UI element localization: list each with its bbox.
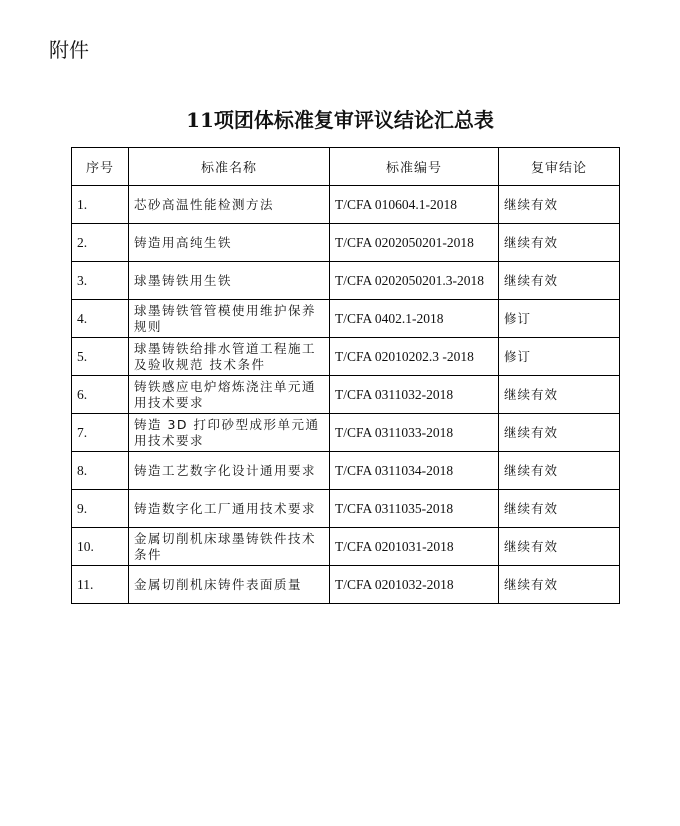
row-standard-code: T/CFA 0311034-2018 — [330, 452, 499, 490]
row-index: 6. — [72, 376, 129, 414]
attachment-label: 附件 — [49, 38, 89, 62]
table-row — [72, 224, 620, 262]
row-standard-code: T/CFA 0311035-2018 — [330, 490, 499, 528]
row-index: 2. — [72, 224, 129, 262]
row-index: 7. — [72, 414, 129, 452]
row-index: 1. — [72, 186, 129, 224]
row-review-result: 继续有效 — [499, 262, 620, 300]
row-review-result: 修订 — [499, 338, 620, 376]
row-review-result: 继续有效 — [499, 490, 620, 528]
row-index: 8. — [72, 452, 129, 490]
row-standard-code: T/CFA 0402.1-2018 — [330, 300, 499, 338]
row-standard-code: T/CFA 010604.1-2018 — [330, 186, 499, 224]
document-title: 11项团体标准复审评议结论汇总表 — [186, 108, 494, 132]
table-row — [72, 186, 620, 224]
table-row — [72, 262, 620, 300]
row-standard-name: 芯砂高温性能检测方法 — [129, 186, 330, 224]
table-row — [72, 528, 620, 566]
row-standard-code: T/CFA 0201032-2018 — [330, 566, 499, 604]
header-review-result: 复审结论 — [499, 148, 620, 186]
row-standard-name: 铸造工艺数字化设计通用要求 — [129, 452, 330, 490]
row-standard-name: 铸造 3D 打印砂型成形单元通用技术要求 — [129, 414, 330, 452]
row-index: 9. — [72, 490, 129, 528]
row-standard-code: T/CFA 0311033-2018 — [330, 414, 499, 452]
row-standard-code: T/CFA 0311032-2018 — [330, 376, 499, 414]
row-review-result: 继续有效 — [499, 186, 620, 224]
row-standard-code: T/CFA 0202050201.3-2018 — [330, 262, 499, 300]
review-summary-table — [71, 147, 620, 604]
table-row — [72, 376, 620, 414]
table-header-row — [72, 148, 620, 186]
row-standard-name: 金属切削机床铸件表面质量 — [129, 566, 330, 604]
row-standard-name: 金属切削机床球墨铸铁件技术条件 — [129, 528, 330, 566]
table-row — [72, 414, 620, 452]
row-standard-name: 铸造数字化工厂通用技术要求 — [129, 490, 330, 528]
row-review-result: 继续有效 — [499, 566, 620, 604]
row-index: 4. — [72, 300, 129, 338]
row-index: 10. — [72, 528, 129, 566]
row-index: 11. — [72, 566, 129, 604]
row-review-result: 继续有效 — [499, 224, 620, 262]
table-row — [72, 452, 620, 490]
row-index: 5. — [72, 338, 129, 376]
table-row — [72, 566, 620, 604]
row-standard-name: 球墨铸铁给排水管道工程施工及验收规范 技术条件 — [129, 338, 330, 376]
row-standard-code: T/CFA 02010202.3 -2018 — [330, 338, 499, 376]
table-row — [72, 338, 620, 376]
row-review-result: 继续有效 — [499, 376, 620, 414]
row-standard-code: T/CFA 0202050201-2018 — [330, 224, 499, 262]
row-standard-name: 铸造用高纯生铁 — [129, 224, 330, 262]
row-index: 3. — [72, 262, 129, 300]
row-review-result: 修订 — [499, 300, 620, 338]
row-standard-name: 球墨铸铁管管模使用维护保养规则 — [129, 300, 330, 338]
row-standard-name: 铸铁感应电炉熔炼浇注单元通用技术要求 — [129, 376, 330, 414]
header-index: 序号 — [72, 148, 129, 186]
table-row — [72, 300, 620, 338]
row-review-result: 继续有效 — [499, 452, 620, 490]
header-standard-name: 标准名称 — [129, 148, 330, 186]
row-standard-code: T/CFA 0201031-2018 — [330, 528, 499, 566]
table-row — [72, 490, 620, 528]
row-review-result: 继续有效 — [499, 414, 620, 452]
header-standard-code: 标准编号 — [330, 148, 499, 186]
row-standard-name: 球墨铸铁用生铁 — [129, 262, 330, 300]
row-review-result: 继续有效 — [499, 528, 620, 566]
